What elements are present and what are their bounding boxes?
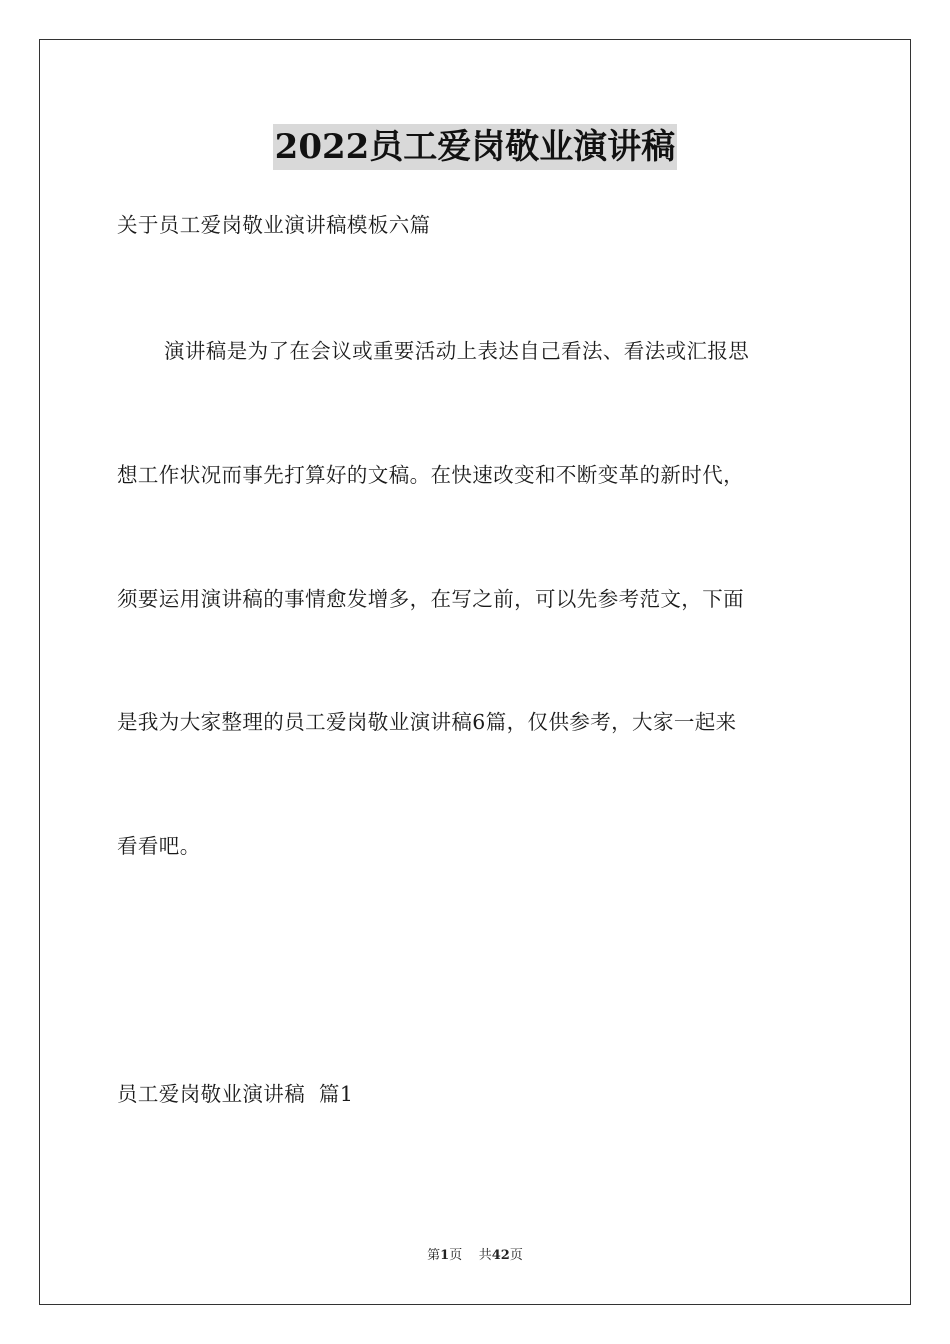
footer-page-mid: 页 共 xyxy=(449,1248,492,1263)
paragraph-line-3: 须要运用演讲稿的事情愈发增多，在写之前，可以先参考范文，下面 xyxy=(117,587,744,611)
title-container xyxy=(0,124,950,170)
section-heading: 员工爱岗敬业演讲稿 篇1 xyxy=(117,1082,354,1106)
page-footer xyxy=(0,1246,950,1266)
document-title: 2022员工爱岗敬业演讲稿 xyxy=(273,124,678,170)
paragraph-line-5: 看看吧。 xyxy=(117,834,201,858)
footer-total-pages: 42 xyxy=(491,1248,510,1263)
paragraph-line-1: 演讲稿是为了在会议或重要活动上表达自己看法、看法或汇报思 xyxy=(164,339,750,363)
paragraph-line-2: 想工作状况而事先打算好的文稿。在快速改变和不断变革的新时代， xyxy=(117,463,744,487)
footer-current-page: 1 xyxy=(440,1248,450,1263)
footer-page-suffix: 页 xyxy=(509,1248,523,1263)
footer-page-prefix: 第 xyxy=(427,1248,441,1263)
document-subtitle: 关于员工爱岗敬业演讲稿模板六篇 xyxy=(117,213,431,237)
paragraph-line-4: 是我为大家整理的员工爱岗敬业演讲稿6篇，仅供参考，大家一起来 xyxy=(117,710,737,734)
